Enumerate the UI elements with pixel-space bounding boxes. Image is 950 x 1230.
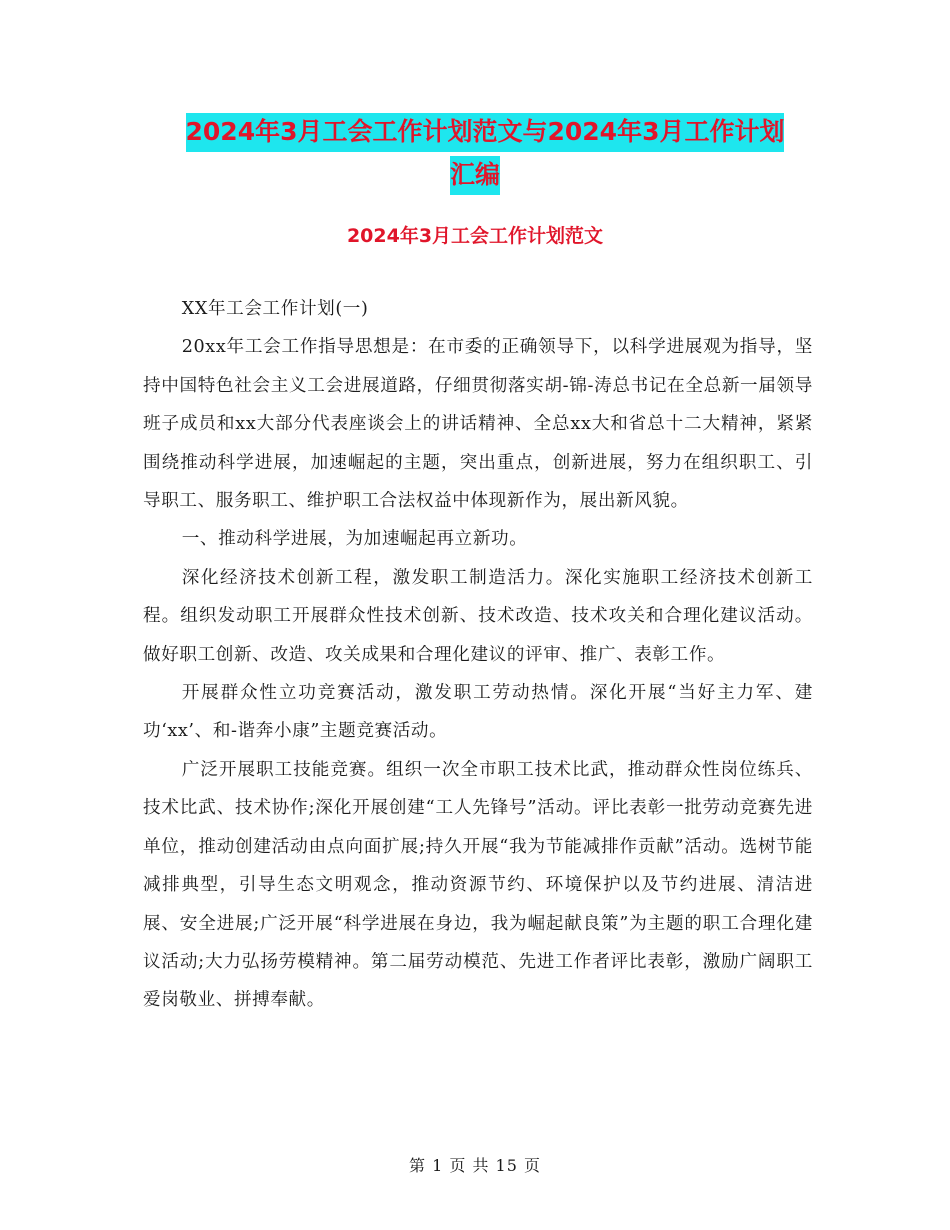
document-title-line-1: [140, 110, 830, 154]
page-number-footer: 第 1 页 共 15 页: [409, 1156, 541, 1175]
section-title: 2024年3月工会工作计划范文: [346, 225, 604, 247]
document-title-line-2: [140, 153, 810, 197]
paragraph: 开展群众性立功竞赛活动，激发职工劳动热情。深化开展“当好主力军、建功‘xx’、和-谐奔小康”主题竞赛活动。: [143, 683, 813, 742]
title-highlight: 汇编: [450, 156, 500, 195]
paragraph: 深化经济技术创新工程，激发职工制造活力。深化实施职工经济技术创新工程。组织发动职工开展群众性技术创新、技术改造、技术攻关和合理化建议活动。做好职工创新、改造、攻关成果和合理化建议的评审、推广、表彰工作。: [143, 567, 813, 665]
paragraph: XX年工会工作计划(一): [181, 299, 369, 319]
title-highlight: 2024年3月工会工作计划范文与2024年3月工作计划: [186, 113, 785, 152]
document-body: [143, 290, 813, 1020]
paragraph: 广泛开展职工技能竞赛。组织一次全市职工技术比武，推动群众性岗位练兵、技术比武、技术协作;深化开展创建“工人先锋号”活动。评比表彰一批劳动竞赛先进单位，推动创建活动由点向面扩展;持久开展“我为节能减排作贡献”活动。选树节能减排典型，引导生态文明观念，推动资源节约、环境保护以及节约进展、清洁进展、安全进展;广泛开展“科学进展在身边，我为崛起献良策”为主题的职工合理化建议活动;大力弘扬劳模精神。第二届劳动模范、先进工作者评比表彰，激励广阔职工爱岗敬业、拼搏奉献。: [143, 759, 813, 1011]
paragraph: 20xx年工会工作指导思想是：在市委的正确领导下，以科学进展观为指导，坚持中国特色社会主义工会进展道路，仔细贯彻落实胡-锦-涛总书记在全总新一届领导班子成员和xx大部分代表座谈会上的讲话精神、全总xx大和省总十二大精神，紧紧围绕推动科学进展，加速崛起的主题，突出重点，创新进展，努力在组织职工、引导职工、服务职工、维护职工合法权益中体现新作为，展出新风貌。: [143, 337, 813, 512]
paragraph: 一、推动科学进展，为加速崛起再立新功。: [181, 529, 528, 550]
